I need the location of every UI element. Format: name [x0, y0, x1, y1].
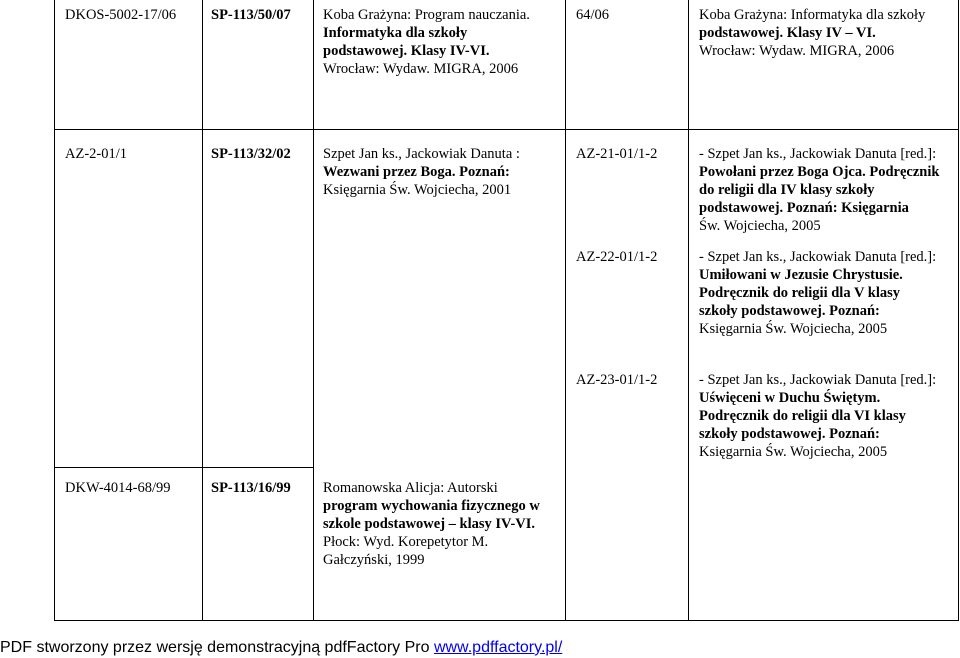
- program-text-line: Wrocław: Wydaw. MIGRA, 2006: [323, 61, 519, 77]
- textbook-text-line: Powołani przez Boga Ojca. Podręcznik: [699, 164, 940, 180]
- program-description: [323, 145, 563, 199]
- textbook-text-line: - Szpet Jan ks., Jackowiak Danuta [red.]:: [699, 249, 937, 265]
- program-description: [323, 6, 563, 78]
- textbook-text-line: Podręcznik do religii dla VI klasy: [699, 408, 906, 424]
- textbook-description: [699, 371, 957, 461]
- program-code: SP-113/50/07: [211, 7, 291, 23]
- textbook-description: [699, 145, 957, 235]
- registration-number: DKW-4014-68/99: [65, 480, 171, 496]
- textbook-code: AZ-21-01/1-2: [576, 146, 658, 162]
- textbook-text-line: Wrocław: Wydaw. MIGRA, 2006: [699, 43, 895, 59]
- textbook-description: [699, 6, 957, 60]
- textbook-text-line: szkoły podstawowej. Poznań:: [699, 303, 880, 319]
- program-text-line: Informatyka dla szkoły: [323, 25, 468, 41]
- program-text-line: Księgarnia Św. Wojciecha, 2001: [323, 182, 512, 198]
- textbook-text-line: Księgarnia Św. Wojciecha, 2005: [699, 321, 888, 337]
- program-text-line: Koba Grażyna: Program nauczania.: [323, 7, 530, 23]
- textbook-text-line: podstawowej. Klasy IV – VI.: [699, 25, 876, 41]
- program-text-line: Płock: Wyd. Korepetytor M.: [323, 534, 489, 550]
- program-text-line: podstawowej. Klasy IV-VI.: [323, 43, 490, 59]
- textbook-text-line: Podręcznik do religii dla V klasy: [699, 285, 901, 301]
- textbook-description: [699, 248, 957, 338]
- textbook-text-line: Uświęceni w Duchu Świętym.: [699, 390, 881, 406]
- table-border-right: [958, 0, 959, 621]
- table-border-col2: [202, 0, 203, 621]
- textbook-text-line: Koba Grażyna: Informatyka dla szkoły: [699, 7, 926, 23]
- program-text-line: Wezwani przez Boga. Poznań:: [323, 164, 510, 180]
- pdf-watermark-footer: [0, 637, 960, 658]
- program-code: SP-113/32/02: [211, 146, 291, 162]
- table-row-divider-partial: [54, 467, 313, 468]
- textbook-code: AZ-23-01/1-2: [576, 372, 658, 388]
- textbook-text-line: - Szpet Jan ks., Jackowiak Danuta [red.]:: [699, 146, 937, 162]
- program-text-line: Szpet Jan ks., Jackowiak Danuta :: [323, 146, 520, 162]
- textbook-text-line: - Szpet Jan ks., Jackowiak Danuta [red.]:: [699, 372, 937, 388]
- textbook-code: 64/06: [576, 7, 610, 23]
- registration-number: AZ-2-01/1: [65, 146, 128, 162]
- program-text-line: Gałczyński, 1999: [323, 552, 425, 568]
- table-row-divider: [54, 129, 959, 130]
- program-text-line: Romanowska Alicja: Autorski: [323, 480, 498, 496]
- table-border-col5: [688, 0, 689, 621]
- program-text-line: szkole podstawowej – klasy IV-VI.: [323, 516, 536, 532]
- program-description: [323, 479, 563, 569]
- footer-text: PDF stworzony przez wersję demonstracyjną pdfFactory Pro: [0, 639, 434, 656]
- footer-link[interactable]: www.pdffactory.pl/: [433, 639, 563, 656]
- textbook-text-line: podstawowej. Poznań: Księgarnia: [699, 200, 909, 216]
- textbook-code: AZ-22-01/1-2: [576, 249, 658, 265]
- table-border-col4: [565, 0, 566, 621]
- textbook-text-line: Księgarnia Św. Wojciecha, 2005: [699, 444, 888, 460]
- textbook-text-line: Umiłowani w Jezusie Chrystusie.: [699, 267, 903, 283]
- table-border-col3: [313, 0, 314, 621]
- registration-number: DKOS-5002-17/06: [65, 7, 177, 23]
- table-border-left: [54, 0, 55, 621]
- table-border-bottom: [54, 620, 959, 621]
- program-text-line: program wychowania fizycznego w: [323, 498, 540, 514]
- textbook-text-line: Św. Wojciecha, 2005: [699, 218, 821, 234]
- program-code: SP-113/16/99: [211, 480, 291, 496]
- textbook-text-line: do religii dla IV klasy szkoły: [699, 182, 875, 198]
- textbook-text-line: szkoły podstawowej. Poznań:: [699, 426, 880, 442]
